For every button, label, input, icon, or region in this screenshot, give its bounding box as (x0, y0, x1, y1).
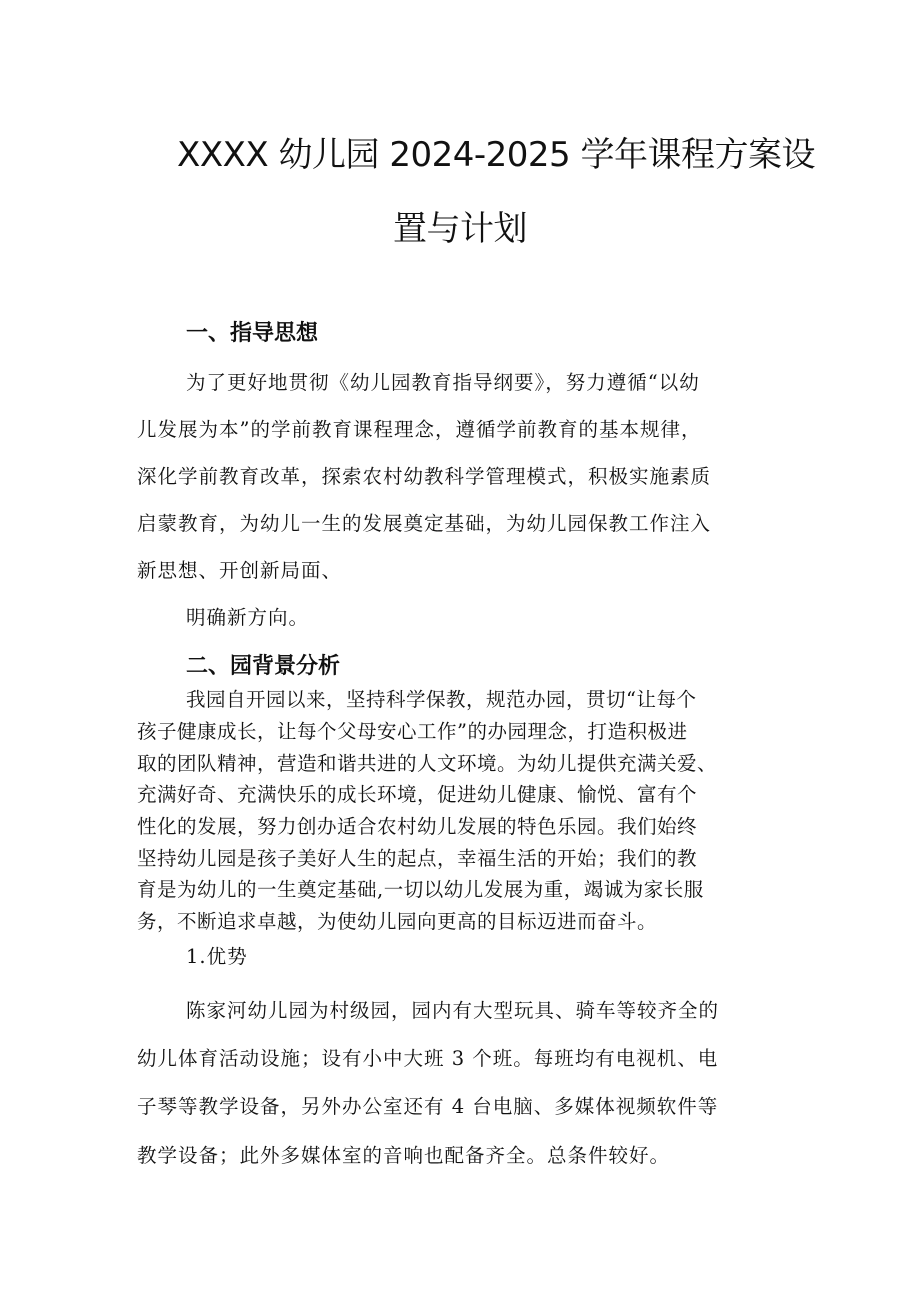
paragraph-line: 教学设备；此外多媒体室的音响也配备齐全。总条件较好。 (137, 1144, 671, 1167)
paragraph-line: 新思想、开创新局面、 (137, 559, 343, 582)
section-heading-guiding-thought: 一、指导思想 (186, 321, 319, 346)
paragraph-line: 充满好奇、充满快乐的成长环境，促进幼儿健康、愉悦、富有个 (137, 783, 698, 806)
paragraph-line: 子琴等教学设备，另外办公室还有 4 台电脑、多媒体视频软件等 (137, 1095, 719, 1118)
paragraph-line: 陈家河幼儿园为村级园，园内有大型玩具、骑车等较齐全的 (186, 999, 720, 1022)
subsection-heading-advantages: 1.优势 (186, 945, 248, 968)
paragraph-line: 儿发展为本”的学前教育课程理念，遵循学前教育的基本规律， (137, 418, 702, 441)
document-title-line-2: 置与计划 (393, 209, 527, 249)
paragraph-line: 明确新方向。 (186, 606, 310, 629)
paragraph-line: 幼儿体育活动设施；设有小中大班 3 个班。每班均有电视机、电 (137, 1047, 719, 1070)
paragraph-line: 坚持幼儿园是孩子美好人生的起点，幸福生活的开始；我们的教 (137, 847, 698, 870)
paragraph-line: 启蒙教育，为幼儿一生的发展奠定基础，为幼儿园保教工作注入 (137, 512, 712, 535)
paragraph-line: 务，不断追求卓越，为使幼儿园向更高的目标迈进而奋斗。 (137, 910, 658, 933)
paragraph-line: 为了更好地贯彻《幼儿园教育指导纲要》，努力遵循“以幼 (186, 371, 700, 394)
section-heading-background-analysis: 二、园背景分析 (186, 654, 341, 679)
paragraph-line: 我园自开园以来，坚持科学保教，规范办园，贯切“让每个 (186, 688, 697, 711)
paragraph-line: 育是为幼儿的一生奠定基础,一切以幼儿发展为重，竭诚为家长服 (137, 878, 704, 901)
paragraph-line: 取的团队精神，营造和谐共进的人文环境。为幼儿提供充满关爱、 (137, 752, 718, 775)
document-title-line-1: XXXX 幼儿园 2024-2025 学年课程方案设 (177, 135, 815, 175)
paragraph-line: 孩子健康成长，让每个父母安心工作”的办园理念，打造积极进 (137, 720, 688, 743)
paragraph-line: 性化的发展，努力创办适合农村幼儿发展的特色乐园。我们始终 (137, 815, 698, 838)
paragraph-line: 深化学前教育改革，探索农村幼教科学管理模式，积极实施素质 (137, 465, 712, 488)
